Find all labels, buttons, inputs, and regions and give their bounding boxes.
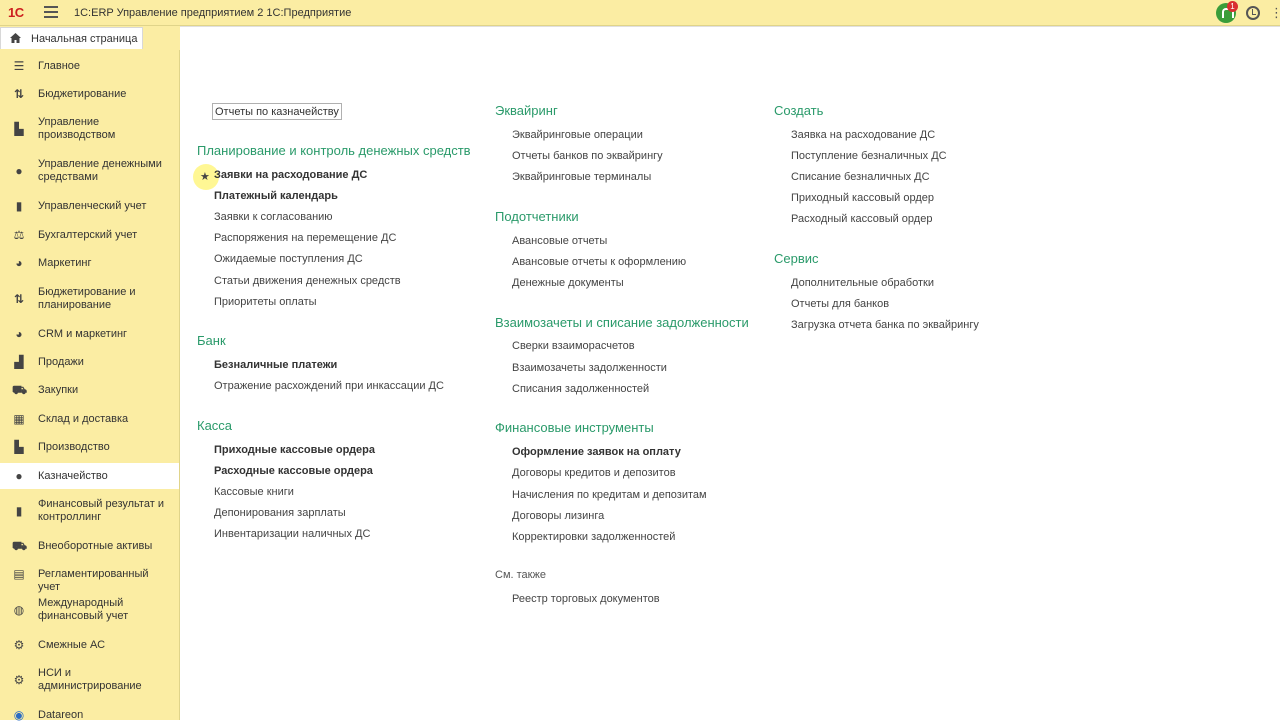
sidebar-item-label: Бухгалтерский учет <box>38 229 138 241</box>
link-payment-priorities[interactable]: Приоритеты оплаты <box>214 296 317 308</box>
link-debt-write-offs[interactable]: Списания задолженностей <box>512 383 650 395</box>
link-collection-discrepancies[interactable]: Отражение расхождений при инкассации ДС <box>214 380 444 392</box>
pie-chart-icon: ◕ <box>15 327 23 341</box>
link-advance-reports-to-issue[interactable]: Авансовые отчеты к оформлению <box>512 256 687 268</box>
gear-icon: ⚙ <box>13 638 25 652</box>
link-transfer-orders[interactable]: Распоряжения на перемещение ДС <box>214 232 397 244</box>
sidebar-item-label: Маркетинг <box>38 257 92 269</box>
sidebar-item-financial-result[interactable] <box>0 494 179 528</box>
link-acquiring-operations[interactable]: Эквайринговые операции <box>512 129 643 141</box>
budget-icon: ⇅ <box>13 87 25 101</box>
sidebar-item-main[interactable] <box>0 56 179 77</box>
gear-icon: ⚙ <box>13 673 25 687</box>
sidebar-item-label: Управление производством <box>38 116 116 141</box>
link-credit-deposit-contracts[interactable]: Договоры кредитов и депозитов <box>512 467 676 479</box>
section-title-bank: Банк <box>197 333 226 348</box>
sidebar-item-management-accounting[interactable] <box>0 196 179 217</box>
app-logo: 1С <box>8 5 24 20</box>
sections-sidebar <box>0 50 180 720</box>
sidebar-item-label: Финансовый результат и контроллинг <box>38 498 164 523</box>
truck-icon: ⛟ <box>12 539 28 553</box>
sidebar-item-budgeting-planning[interactable] <box>0 282 179 316</box>
link-create-cash-receipt-order[interactable]: Приходный кассовый ордер <box>791 192 935 204</box>
sidebar-item-accounting[interactable] <box>0 225 179 246</box>
money-icon: ● <box>15 469 23 483</box>
main-menu-icon[interactable] <box>44 6 58 18</box>
link-debt-adjustments[interactable]: Корректировки задолженностей <box>512 531 676 543</box>
section-title-cash: Касса <box>197 418 233 433</box>
pie-chart-icon: ◕ <box>15 256 23 270</box>
link-reports-for-banks[interactable]: Отчеты для банков <box>791 298 890 310</box>
link-create-non-cash-write-off[interactable]: Списание безналичных ДС <box>791 171 930 183</box>
more-icon[interactable]: ⋮ <box>1270 5 1283 20</box>
sidebar-item-label: Склад и доставка <box>38 413 129 425</box>
sidebar-item-crm[interactable] <box>0 324 179 345</box>
link-load-acquiring-report[interactable]: Загрузка отчета банка по эквайрингу <box>791 319 979 331</box>
sidebar-item-label: Закупки <box>38 384 79 396</box>
sidebar-item-label: Международный финансовый учет <box>38 597 129 622</box>
window-title: 1С:ERP Управление предприятием 2 1С:Предприятие <box>74 7 352 19</box>
sidebar-item-label: НСИ и администрирование <box>38 667 142 692</box>
sidebar-item-label: CRM и маркетинг <box>38 328 128 340</box>
link-payment-calendar[interactable]: Платежный календарь <box>214 190 338 202</box>
sidebar-item-production-management[interactable] <box>0 112 179 146</box>
link-spending-requests[interactable]: Заявки на расходование ДС <box>214 169 368 181</box>
section-title-service: Сервис <box>774 251 819 266</box>
link-acquiring-terminals[interactable]: Эквайринговые терминалы <box>512 171 652 183</box>
sidebar-item-label: Бюджетирование <box>38 88 127 100</box>
link-cash-inventory[interactable]: Инвентаризации наличных ДС <box>214 528 371 540</box>
link-salary-deposits[interactable]: Депонирования зарплаты <box>214 507 346 519</box>
section-title-financial-instruments: Финансовые инструменты <box>495 420 654 435</box>
bag-icon: ▟ <box>14 355 24 369</box>
sidebar-item-related-systems[interactable] <box>0 635 179 656</box>
sidebar-item-label: Производство <box>38 441 110 453</box>
tab-home-label: Начальная страница <box>31 33 138 45</box>
title-bar <box>0 0 1283 26</box>
money-icon: ● <box>15 164 23 178</box>
link-create-spending-request[interactable]: Заявка на расходование ДС <box>791 129 936 141</box>
sidebar-item-treasury[interactable] <box>0 463 179 489</box>
accounting-icon: ⚖ <box>13 228 25 242</box>
link-create-cash-expense-order[interactable]: Расходный кассовый ордер <box>791 213 933 225</box>
sidebar-item-purchases[interactable] <box>0 380 179 401</box>
home-icon <box>10 33 21 43</box>
bar-chart-icon: ▮ <box>15 199 23 213</box>
link-cash-books[interactable]: Кассовые книги <box>214 486 294 498</box>
link-debt-offsets[interactable]: Взаимозачеты задолженности <box>512 362 667 374</box>
history-icon[interactable] <box>1246 6 1260 20</box>
sidebar-item-budgeting[interactable] <box>0 84 179 105</box>
menu-lines-icon: ☰ <box>13 59 25 73</box>
globe-money-icon: ◍ <box>13 603 25 617</box>
sidebar-item-fixed-assets[interactable] <box>0 536 179 557</box>
sidebar-item-label: Смежные АС <box>38 639 106 651</box>
link-acquiring-bank-reports[interactable]: Отчеты банков по эквайрингу <box>512 150 663 162</box>
see-also-title: См. также <box>495 569 546 581</box>
sidebar-item-label: Управленческий учет <box>38 200 147 212</box>
notification-badge: 1 <box>1227 1 1238 12</box>
bar-chart-icon: ▮ <box>15 504 23 518</box>
sidebar-item-label: Казначейство <box>38 470 108 482</box>
link-money-documents[interactable]: Денежные документы <box>512 277 624 289</box>
budget-icon: ⇅ <box>13 292 25 306</box>
sidebar-item-datareon[interactable] <box>0 705 179 726</box>
tab-home[interactable] <box>0 27 143 49</box>
sidebar-item-production[interactable] <box>0 437 179 458</box>
sidebar-item-label: Регламентированный учет <box>38 568 149 593</box>
cart-icon: ⛟ <box>12 383 28 397</box>
favorite-star-icon[interactable]: ★ <box>200 171 210 183</box>
factory-icon: ▙ <box>14 440 24 454</box>
content-area <box>180 27 1280 720</box>
link-additional-processing[interactable]: Дополнительные обработки <box>791 277 934 289</box>
section-title-acquiring: Эквайринг <box>495 103 558 118</box>
link-payment-requests-registration[interactable]: Оформление заявок на оплату <box>512 446 681 458</box>
sidebar-item-label: Внеоборотные активы <box>38 540 153 552</box>
sidebar-item-warehouse[interactable] <box>0 409 179 430</box>
sidebar-item-marketing[interactable] <box>0 253 179 274</box>
sidebar-item-label: Управление денежными средствами <box>38 158 162 183</box>
link-non-cash-payments[interactable]: Безналичные платежи <box>214 359 338 371</box>
link-create-non-cash-receipt[interactable]: Поступление безналичных ДС <box>791 150 947 162</box>
section-title-accountable: Подотчетники <box>495 209 579 224</box>
datareon-icon: ◉ <box>13 708 25 722</box>
sidebar-item-label: Бюджетирование и планирование <box>38 286 136 311</box>
sidebar-item-sales[interactable] <box>0 352 179 373</box>
link-expected-receipts[interactable]: Ожидаемые поступления ДС <box>214 253 363 265</box>
sidebar-item-regulated-accounting[interactable] <box>0 564 179 593</box>
treasury-reports-button[interactable]: Отчеты по казначейству <box>212 103 342 120</box>
sidebar-item-money-management[interactable] <box>0 154 179 188</box>
sidebar-item-international-accounting[interactable] <box>0 593 179 627</box>
link-advance-reports[interactable]: Авансовые отчеты <box>512 235 608 247</box>
warehouse-icon: ▦ <box>13 412 25 426</box>
link-leasing-contracts[interactable]: Договоры лизинга <box>512 510 605 522</box>
section-title-planning: Планирование и контроль денежных средств <box>197 143 471 158</box>
link-cash-receipt-orders[interactable]: Приходные кассовые ордера <box>214 444 376 456</box>
link-cash-expense-orders[interactable]: Расходные кассовые ордера <box>214 465 373 477</box>
section-title-settlements: Взаимозачеты и списание задолженности <box>495 315 749 330</box>
section-title-create: Создать <box>774 103 824 118</box>
sidebar-item-label: Datareon <box>38 709 84 721</box>
sidebar-item-label: Главное <box>38 60 81 72</box>
document-icon: ▤ <box>13 567 25 581</box>
link-cash-flow-items[interactable]: Статьи движения денежных средств <box>214 275 401 287</box>
link-trade-documents-registry[interactable]: Реестр торговых документов <box>512 593 660 605</box>
link-credit-deposit-accruals[interactable]: Начисления по кредитам и депозитам <box>512 489 707 501</box>
factory-icon: ▙ <box>14 122 24 136</box>
link-settlement-reconciliations[interactable]: Сверки взаиморасчетов <box>512 340 635 352</box>
sidebar-item-label: Продажи <box>38 356 84 368</box>
sidebar-item-administration[interactable] <box>0 663 179 697</box>
link-approval-requests[interactable]: Заявки к согласованию <box>214 211 333 223</box>
